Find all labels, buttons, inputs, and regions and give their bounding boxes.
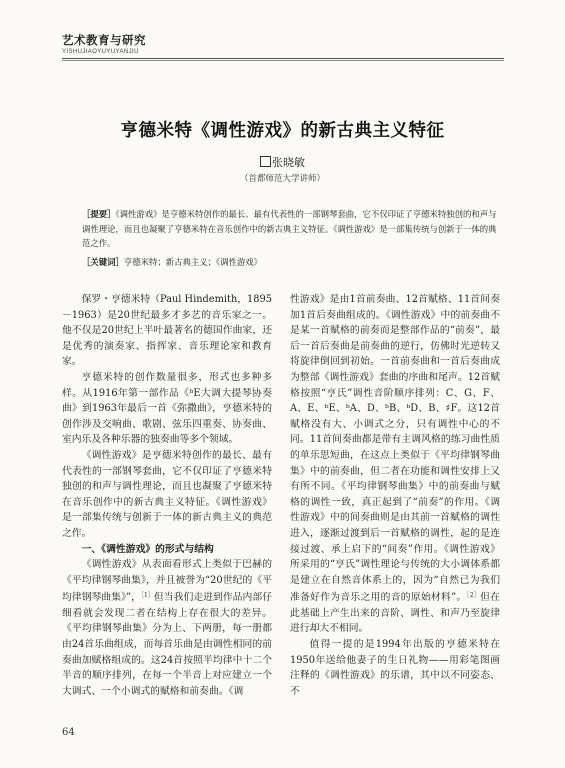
citation-ref: ［2］ bbox=[466, 592, 481, 600]
author-box-icon bbox=[260, 156, 271, 167]
header-rule bbox=[62, 58, 504, 59]
paragraph: 亨德米特的创作数量很多，形式也多种多样。从1916年第一部作品《ᵇE大调大提琴协奏曲》到1963年最后一首《弥撒曲》，亨德米特的创作涉及交响曲、歌剧、弦乐四重奏、协奏曲、室内乐及各种乐器的独奏曲等多个领域。 bbox=[62, 371, 272, 446]
paragraph bbox=[290, 292, 500, 637]
paragraph bbox=[62, 557, 272, 699]
citation-ref: ［1］ bbox=[140, 592, 154, 600]
abstract-text: 《调性游戏》是亨德米特创作的最长、最有代表性的一部钢琴套曲，它不仅印证了亨德米特独创的和声与调性理论，而且也凝聚了亨德米特在音乐创作中的新古典主义特征。《调性游戏》是一部集传统与创新于一体的典范之作。 bbox=[82, 209, 497, 248]
paragraph-text: 性游戏》是由1首前奏曲、12首赋格、11首间奏加1首后奏曲组成的。《调性游戏》中的前奏曲不是某一首赋格的前奏而是整部作品的“前奏”，最后一首后奏曲是前奏曲的逆行，仿佛时光逆转又将旋律倒回到初始。一首前奏曲和一首后奏曲成为整部《调性游戏》套曲的序曲和尾声。12首赋格按照“亨氏”调性音阶顺序排列：C、G、F、A、E、ᵇE、ᵇA、D、ᵇB、ᵇD、B、♯F。这12首赋格没有大、小调式之分，只有调性中心的不同。11首间奏曲都是带有主调风格的练习曲性质的单乐思短曲，在这点上类似于《平均律钢琴曲集》中的前奏曲，但二者在功能和调性安排上又有所不同。《平均律钢琴曲集》中的前奏曲与赋格的调性一致，真正起到了“前奏”的作用。《调性游戏》中的间奏曲则是由其前一首赋格的调性进入，逐渐过渡到后一首赋格的调性，起的是连接过渡、承上启下的“间奏”作用。《调性游戏》所采用的“亨氏”调性理论与传统的大小调体系都是建立在自然音体系上的，因为“自然已为我们准备好作为音乐之用的音的原始材料”。 bbox=[290, 294, 500, 604]
paragraph: 《调性游戏》是亨德米特创作的最长、最有代表性的一部钢琴套曲，它不仅印证了亨德米特独创的和声与调性理论，而且也凝聚了亨德米特在音乐创作中的新古典主义特征。《调性游戏》是一部集传统与创新于一体的新古典主义的典范之作。 bbox=[62, 449, 272, 539]
abstract-label: ［提要］ bbox=[82, 209, 116, 219]
keywords-text: 亨德米特；新古典主义；《调性游戏》 bbox=[123, 256, 263, 267]
article-title: 亨德米特《调性游戏》的新古典主义特征 bbox=[120, 121, 445, 141]
paragraph: 保罗・亨德米特（Paul Hindemith，1895－1963）是20世纪最多才多艺的音乐家之一。他不仅是20世纪上半叶最著名的德国作曲家，还是优秀的演奏家、指挥家、音乐理论家和教育家。 bbox=[62, 294, 272, 368]
header-rule-thin bbox=[62, 60, 504, 61]
author-affiliation: （首都师范大学讲师） bbox=[239, 174, 325, 184]
section-heading: 一、《调性游戏》的形式与结构 bbox=[81, 543, 214, 555]
author-line bbox=[0, 154, 565, 170]
keywords-label: ［关键词］ bbox=[82, 256, 124, 267]
paragraph-text: 《调性游戏》从表面看形式上类似于巴赫的《平均律钢琴曲集》，并且被誉为“20世纪的《平均律钢琴曲集》”， bbox=[62, 559, 272, 604]
journal-title: 艺术教育与研究 bbox=[62, 33, 146, 47]
keywords-paragraph bbox=[82, 255, 500, 270]
paragraph-text: 但在此基础上产生出来的音阶、调性、和声乃至旋律进行却大不相同。 bbox=[290, 592, 500, 635]
right-column bbox=[290, 292, 500, 699]
abstract-paragraph bbox=[82, 207, 500, 251]
left-column bbox=[62, 292, 272, 699]
paragraph: 值得一提的是1994年出版的亨德米特在1950年送给他妻子的生日礼物——用彩笔图画注释的《调性游戏》的乐谱，其中以不同姿态、不 bbox=[290, 639, 500, 697]
page-number: 64 bbox=[62, 727, 75, 738]
paragraph-text: 但当我们走进到作品内部仔细看就会发现二者在结构上存在很大的差异。《平均律钢琴曲集》分为上、下两册，每一册都由24首乐曲组成，而每首乐曲是由调性相同的前奏曲加赋格组成的。这24首按照半均律中十二个半音的顺序排列，在每一个半音上对应建立一个大调式、一个小调式的赋格和前奏曲。《调 bbox=[62, 592, 273, 697]
abstract bbox=[82, 207, 500, 269]
journal-pinyin: YISHUJIAOYUYUYANJIU bbox=[62, 49, 139, 55]
author-name: 张晓敏 bbox=[272, 156, 305, 169]
journal-header bbox=[62, 32, 146, 55]
